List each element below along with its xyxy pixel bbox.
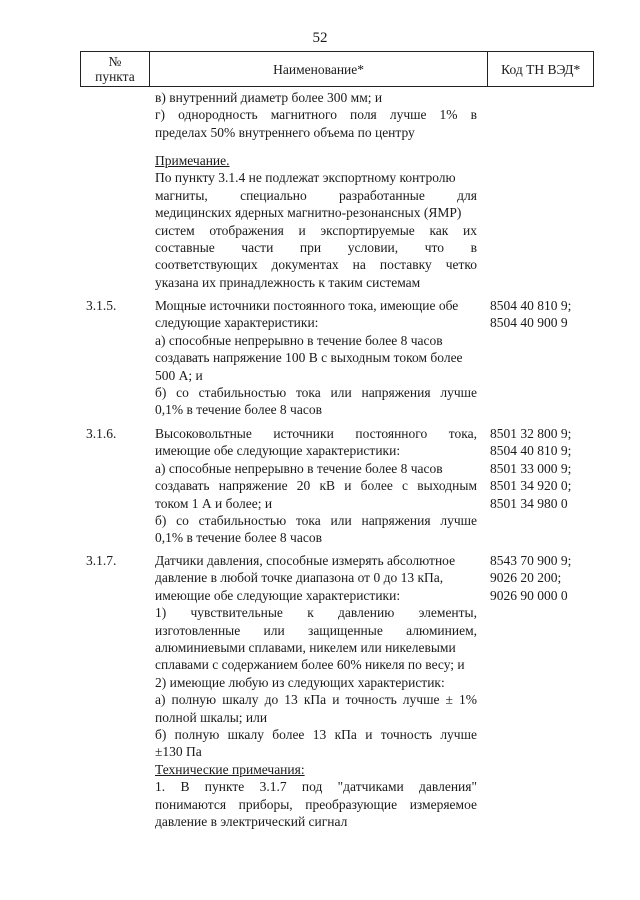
text-line: составные части при условии, что в bbox=[155, 239, 477, 255]
text-line: По пункту 3.1.4 не подлежат экспортному контролю bbox=[155, 170, 456, 186]
item-number: 3.1.7. bbox=[86, 553, 117, 568]
text-line: Мощные источники постоянного тока, имеющие обе bbox=[155, 298, 459, 313]
tnved-code: 8504 40 810 9; bbox=[490, 298, 572, 313]
text-line: алюминиевыми сплавами, никелем или никелевыми bbox=[155, 639, 456, 655]
text-line: создавать напряжение 20 кВ и более с выходным bbox=[155, 478, 477, 494]
text-line: Высоковольтные источники постоянного тока, bbox=[155, 426, 477, 441]
page-number: 52 bbox=[312, 30, 328, 46]
note-title: Примечание. bbox=[155, 153, 230, 168]
text-line: током 1 А и более; и bbox=[155, 495, 273, 511]
text-line: магниты, специально разработанные для bbox=[155, 187, 477, 203]
technical-notes-title: Технические примечания: bbox=[155, 762, 305, 777]
item-codes bbox=[490, 552, 571, 604]
text-line: а) способные непрерывно в течение более 8 часов bbox=[155, 460, 443, 476]
text-line: Датчики давления, способные измерять абсолютное bbox=[155, 553, 456, 568]
text-line: понимаются приборы, преобразующие измеряемое bbox=[155, 796, 477, 812]
item-text bbox=[155, 425, 477, 547]
text-line: 2) имеющие любую из следующих характеристик: bbox=[155, 674, 445, 690]
header-col-number-line1: № bbox=[108, 54, 122, 69]
tnved-code: 8501 32 800 9; bbox=[490, 426, 572, 441]
tnved-code: 8501 33 000 9; bbox=[490, 460, 572, 476]
text-line: пределах 50% внутреннего объема по центру bbox=[155, 124, 415, 140]
text-line: б) полную шкалу более 13 кПа и точность лучше bbox=[155, 726, 477, 742]
item-text bbox=[155, 297, 477, 419]
item-continuation-text bbox=[155, 89, 477, 141]
technical-notes-block bbox=[155, 761, 477, 831]
text-line: имеющие обе следующие характеристики: bbox=[155, 443, 401, 459]
text-line: создавать напряжение 100 В с выходным током более bbox=[155, 350, 463, 366]
text-line: г) однородность магнитного поля лучше 1% в bbox=[155, 107, 477, 123]
header-col-name: Наименование* bbox=[149, 52, 488, 87]
item-codes bbox=[490, 297, 571, 332]
text-line: систем отображения и экспортируемые как их bbox=[155, 222, 477, 238]
header-col-number bbox=[81, 52, 150, 87]
header-col-code: Код ТН ВЭД* bbox=[488, 52, 594, 87]
text-line: 0,1% в течение более 8 часов bbox=[155, 402, 322, 418]
item-number: 3.1.5. bbox=[86, 298, 117, 313]
text-line: в) внутренний диаметр более 300 мм; и bbox=[155, 90, 383, 105]
tnved-code: 8501 34 980 0 bbox=[490, 495, 568, 511]
tnved-code: 9026 90 000 0 bbox=[490, 587, 568, 603]
text-line: соответствующих документах на поставку четко bbox=[155, 257, 477, 273]
text-line: а) полную шкалу до 13 кПа и точность лучше ± 1% bbox=[155, 692, 477, 708]
text-line: ±130 Па bbox=[155, 744, 202, 760]
text-line: сплавами с содержанием более 60% никеля по весу; и bbox=[155, 657, 465, 673]
tnved-code: 8504 40 810 9; bbox=[490, 443, 572, 459]
text-line: б) со стабильностью тока или напряжения лучше bbox=[155, 512, 477, 528]
text-line: полной шкалы; или bbox=[155, 709, 268, 725]
text-line: 0,1% в течение более 8 часов bbox=[155, 530, 322, 546]
text-line: 1) чувствительные к давлению элементы, bbox=[155, 605, 477, 621]
text-line: медицинских ядерных магнитно-резонансных (ЯМР) bbox=[155, 205, 462, 221]
text-line: 500 А; и bbox=[155, 367, 203, 383]
text-line: давление в любой точке диапазона от 0 до 13 кПа, bbox=[155, 570, 444, 586]
text-line: 1. В пункте 3.1.7 под "датчиками давления" bbox=[155, 779, 477, 795]
table-header bbox=[80, 51, 594, 87]
text-line: а) способные непрерывно в течение более 8 часов bbox=[155, 332, 443, 348]
text-line: имеющие обе следующие характеристики: bbox=[155, 587, 401, 603]
text-line: б) со стабильностью тока или напряжения лучше bbox=[155, 384, 477, 400]
tnved-code: 9026 20 200; bbox=[490, 570, 562, 586]
text-line: изготовленные или защищенные алюминием, bbox=[155, 622, 477, 638]
note-block bbox=[155, 152, 477, 291]
text-line: следующие характеристики: bbox=[155, 315, 319, 331]
header-col-number-line2: пункта bbox=[95, 69, 135, 84]
text-line: указана их принадлежность к таким системам bbox=[155, 274, 421, 290]
item-codes bbox=[490, 425, 571, 512]
tnved-code: 8543 70 900 9; bbox=[490, 553, 572, 568]
tnved-code: 8504 40 900 9 bbox=[490, 315, 568, 331]
tnved-code: 8501 34 920 0; bbox=[490, 478, 572, 494]
item-text bbox=[155, 552, 477, 761]
item-number: 3.1.6. bbox=[86, 426, 117, 441]
text-line: давление в электрический сигнал bbox=[155, 814, 348, 830]
